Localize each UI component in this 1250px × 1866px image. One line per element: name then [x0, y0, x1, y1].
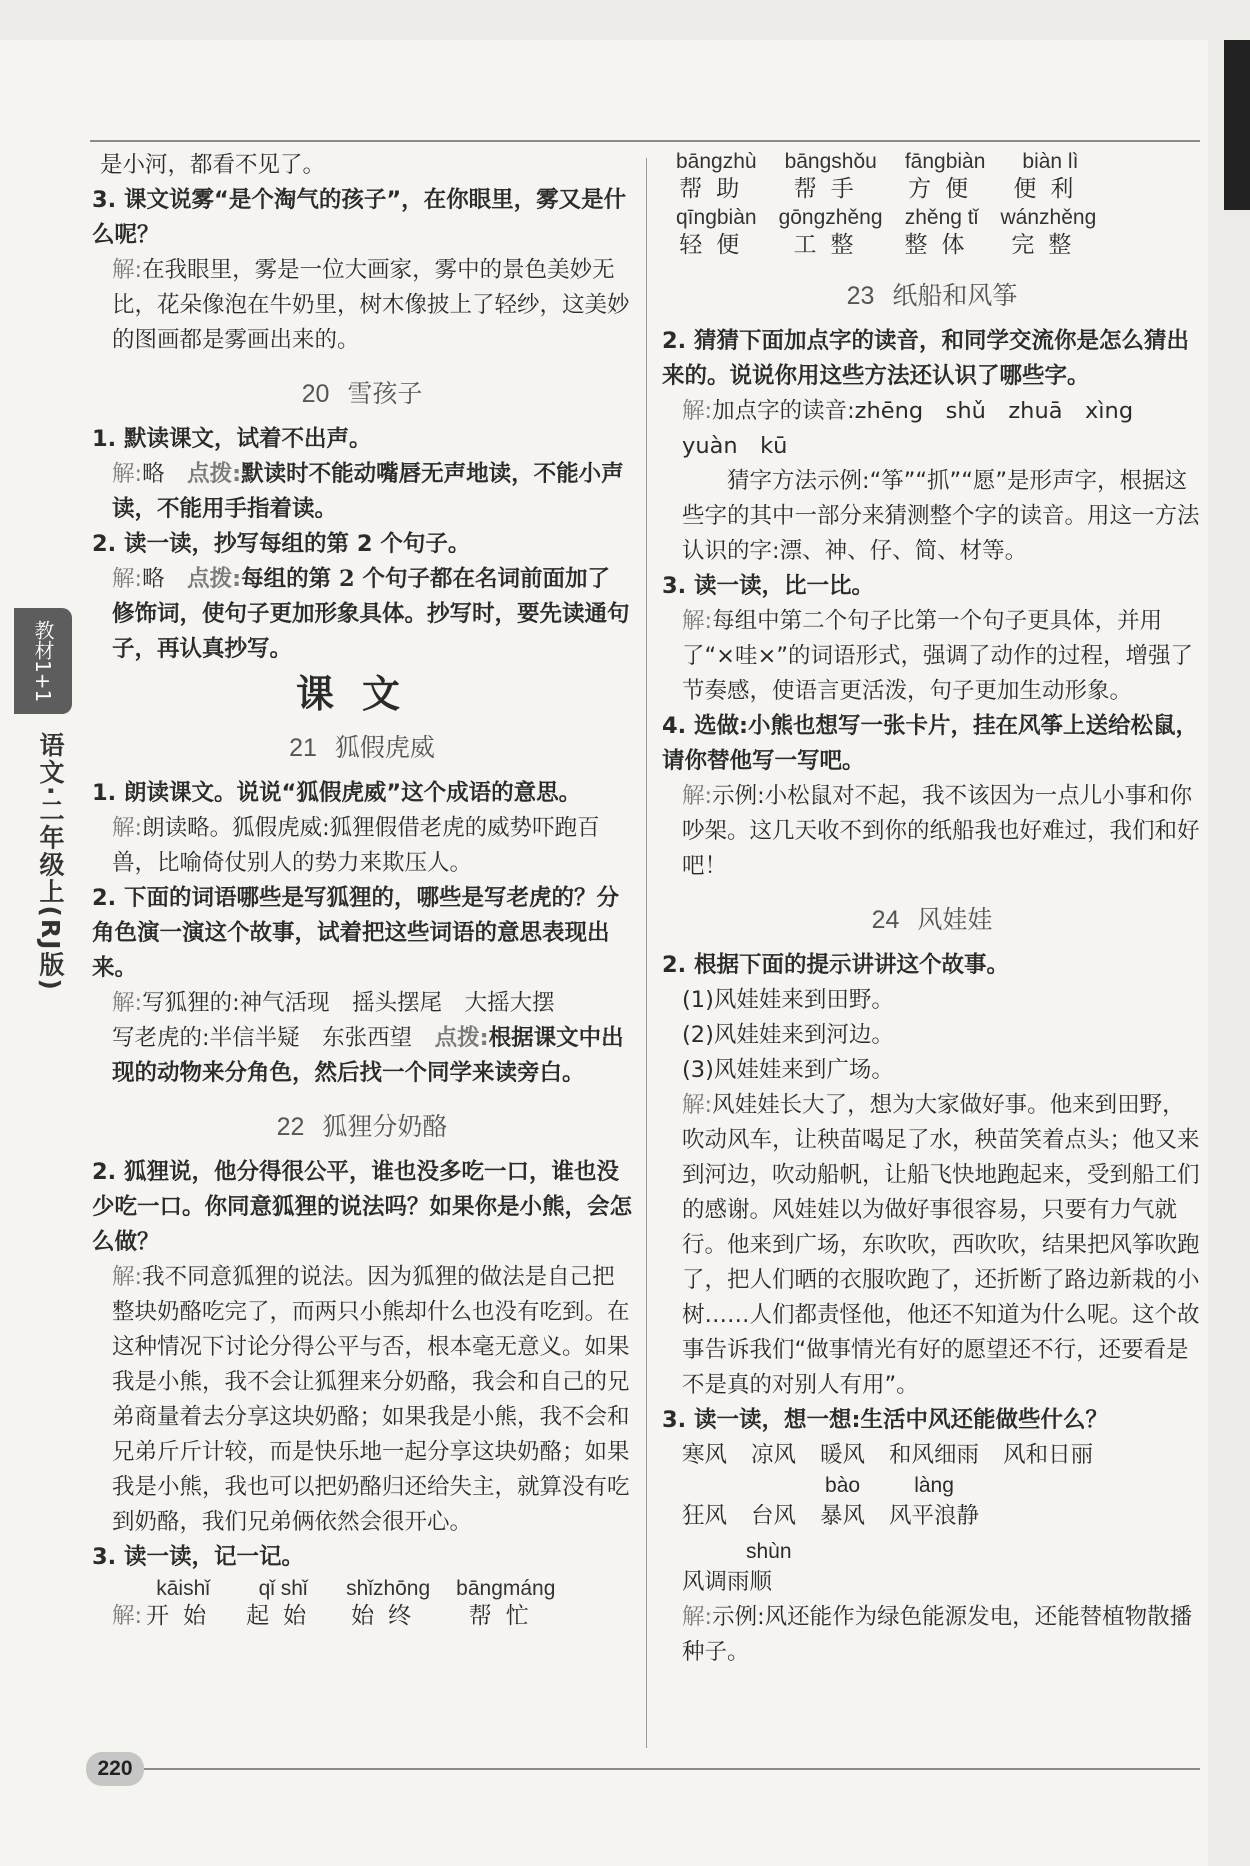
side-tab — [14, 608, 72, 714]
question: 4. 选做:小熊也想写一张卡片，挂在风筝上送给松鼠，请你替他写一写吧。 — [662, 713, 1199, 774]
side-tab-label: 教材1+1 — [31, 619, 55, 703]
answer-text: 朗读略。狐假虎威:狐狸假借老虎的威势吓跑百兽，比喻倚仗别人的势力来欺压人。 — [112, 815, 600, 876]
hanzi: 整体 — [904, 232, 979, 258]
answer-text: 略 — [142, 461, 165, 487]
pinyin-word — [905, 148, 986, 204]
answer-marker: 解: — [112, 1603, 143, 1629]
answer-text: 每组中第二个句子比第一个句子更具体，并用了“×哇×”的词语形式，强调了动作的过程，增强了节奏感，使语言更活泼，句子更加生动形象。 — [682, 608, 1194, 704]
hanzi: 起始 — [246, 1603, 321, 1629]
question: 3. 读一读，记一记。 — [92, 1544, 305, 1570]
pinyin-word — [456, 1575, 555, 1631]
pinyin-word — [146, 1575, 220, 1631]
word: 凉风 — [751, 1442, 797, 1468]
question: 3. 读一读，想一想:生活中风还能做些什么？ — [662, 1407, 1109, 1433]
pinyin: wánzhěng — [1000, 206, 1097, 229]
pinyin-list — [662, 204, 1202, 260]
pinyin-word — [1013, 148, 1087, 204]
word: 暖风 — [820, 1442, 866, 1468]
pinyin-list — [662, 148, 1202, 204]
hanzi: 开始 — [146, 1603, 221, 1629]
left-column — [92, 148, 632, 1631]
section-number: 20 — [301, 380, 330, 408]
answer-text: 写狐狸的:神气活现 摇头摆尾 大摇大摆 — [142, 990, 555, 1016]
pinyin: biàn lì — [1022, 150, 1079, 173]
answer-text: 略 — [142, 566, 165, 592]
pinyin-list — [146, 1575, 555, 1631]
answer — [662, 779, 1202, 884]
pinyin: qǐ shǐ — [258, 1577, 308, 1600]
answer-text: 示例:小松鼠对不起，我不该因为一点儿小事和你吵架。这几天收不到你的纸船我也好难过，我们和好吧！ — [682, 783, 1200, 879]
pinyin: qīngbiàn — [676, 206, 757, 229]
paragraph: 是小河，都看不见了。 — [100, 152, 326, 178]
question: 1. 朗读课文。说说“狐假虎威”这个成语的意思。 — [92, 780, 582, 806]
question: 2. 根据下面的提示讲讲这个故事。 — [662, 952, 1010, 978]
answer-text: 写老虎的:半信半疑 东张西望 — [112, 1025, 413, 1051]
section-title: 风娃娃 — [917, 905, 993, 934]
answer: 猜字方法示例:“筝”“抓”“愿”是形声字，根据这些字的其中一部分来猜测整个字的读音。用这一方法认识的字:漂、神、仔、简、材等。 — [682, 468, 1200, 564]
pinyin: fāngbiàn — [904, 150, 986, 173]
answer — [662, 604, 1202, 709]
pinyin: shǐzhōng — [346, 1577, 431, 1600]
answer-marker: 解: — [682, 783, 713, 809]
section-heading — [92, 1109, 632, 1145]
answer-marker: 解: — [682, 1604, 713, 1630]
answer-marker: 解: — [112, 1264, 143, 1290]
hint-line: (1)风娃娃来到田野。 — [682, 987, 894, 1013]
answer — [92, 562, 632, 667]
hint-text: 根据课文中出现的动物来分角色，然后找一个同学来读旁白。 — [112, 1025, 624, 1086]
hanzi: 帮手 — [793, 176, 868, 202]
answer-marker: 解: — [112, 461, 143, 487]
question: 2. 读一读，抄写每组的第 2 个句子。 — [92, 531, 471, 557]
question: 2. 狐狸说，他分得很公平，谁也没多吃一口，谁也没少吃一口。你同意狐狸的说法吗？如果你是小熊，会怎么做？ — [92, 1159, 633, 1255]
answer-text: 加点字的读音:zhēng shǔ zhuā xìng yuàn kū — [682, 398, 1156, 459]
section-heading — [92, 730, 632, 766]
hanzi: 风调雨顺 — [682, 1569, 773, 1595]
answer — [662, 394, 1202, 464]
section-heading — [662, 902, 1202, 938]
section-title: 纸船和风筝 — [892, 281, 1018, 310]
hanzi: 方便 — [908, 176, 983, 202]
hint-marker: 点拨: — [187, 566, 242, 592]
pinyin-word — [246, 1575, 320, 1631]
pinyin: shùn — [746, 1540, 792, 1563]
pinyin: bāngzhù — [676, 150, 757, 173]
answer — [92, 1260, 632, 1540]
answer — [92, 1021, 632, 1091]
right-column — [662, 148, 1202, 1670]
book-spine-edge — [1224, 40, 1250, 210]
hanzi: 工整 — [793, 232, 868, 258]
section-number: 24 — [871, 906, 900, 934]
section-title: 狐假虎威 — [334, 733, 435, 762]
pinyin: kāishǐ — [156, 1577, 210, 1600]
section-heading — [662, 278, 1202, 314]
bottom-rule — [140, 1768, 1200, 1770]
top-rule — [90, 140, 1200, 142]
hanzi: 风平浪静 — [889, 1503, 980, 1529]
answer-marker: 解: — [112, 990, 143, 1016]
hanzi: 始终 — [351, 1603, 426, 1629]
hanzi: 台风 — [751, 1503, 797, 1529]
answer-text: 风娃娃长大了，想为大家做好事。他来到田野，吹动风车，让秧苗喝足了水，秧苗笑着点头；他又来到河边，吹动船帆，让船飞快地跑起来，受到船工们的感谢。风娃娃以为做好事很容易，只要有力气就行。他来到广场，东吹吹，西吹吹，结果把风筝吹跑了，把人们晒的衣服吹跑了，还折断了路边新栽的小树……人们都责怪他，他还不知道为什么呢。这个故事告诉我们“做事情光有好的愿望还不行，还要看是不是真的对别人有用”。 — [682, 1092, 1200, 1398]
word: 和风细雨 — [889, 1442, 980, 1468]
pinyin: bào — [825, 1474, 861, 1497]
answer-marker: 解: — [682, 398, 713, 424]
pinyin: bāngshǒu — [784, 150, 877, 173]
answer-text: 我不同意狐狸的说法。因为狐狸的做法是自己把整块奶酪吃完了，而两只小熊却什么也没有吃到。在这种情况下讨论分得公平与否，根本毫无意义。如果我是小熊，我不会让狐狸来分奶酪，我会和自己的兄弟商量着去分享这块奶酪；如果我是小熊，我不会和兄弟斤斤计较，而是快乐地一起分享这块奶酪；如果我是小熊，我也可以把奶酪归还给失主，就算没有吃到奶酪，我们兄弟俩依然会很开心。 — [112, 1264, 630, 1535]
unit-heading: 课文 — [295, 672, 428, 716]
hint-text: 每组的第 2 个句子都在名词前面加了修饰词，使句子更加形象具体。抄写时，要先读通句子，再认真抄写。 — [112, 566, 630, 662]
answer-text: 在我眼里，雾是一位大画家，雾中的景色美妙无比，花朵像泡在牛奶里，树木像披上了轻纱，这美妙的图画都是雾画出来的。 — [112, 257, 630, 353]
word: 寒风 — [682, 1442, 728, 1468]
answer-marker: 解: — [112, 815, 143, 841]
word: 风和日丽 — [1003, 1442, 1094, 1468]
section-title: 狐狸分奶酪 — [322, 1112, 448, 1141]
pinyin: zhěng tǐ — [904, 206, 979, 229]
hint-line: (2)风娃娃来到河边。 — [682, 1022, 894, 1048]
hanzi: 轻便 — [679, 232, 754, 258]
page-number: 220 — [86, 1752, 144, 1786]
pinyin-word — [785, 148, 877, 204]
section-number: 21 — [289, 734, 317, 762]
answer — [92, 253, 632, 358]
word-row — [662, 1534, 1202, 1600]
answer-text: 示例:风还能作为绿色能源发电，还能替植物散播种子。 — [682, 1604, 1193, 1665]
answer — [662, 1088, 1202, 1403]
hanzi: 帮忙 — [468, 1603, 543, 1629]
pinyin-word — [905, 204, 979, 260]
question: 1. 默读课文，试着不出声。 — [92, 426, 372, 452]
pinyin: gōngzhěng — [778, 206, 883, 229]
answer-marker: 解: — [112, 566, 143, 592]
question: 2. 下面的词语哪些是写狐狸的，哪些是写老虎的？分角色演一演这个故事，试着把这些词语的意思表现出来。 — [92, 885, 620, 981]
pinyin-word — [676, 204, 757, 260]
pinyin-word — [346, 1575, 430, 1631]
pinyin-word — [682, 1539, 792, 1600]
pinyin-word — [779, 204, 883, 260]
pinyin-word — [1001, 204, 1097, 260]
pinyin-word — [676, 148, 757, 204]
question: 3. 课文说雾“是个淘气的孩子”，在你眼里，雾又是什么呢？ — [92, 187, 627, 248]
pinyin-word — [889, 1473, 979, 1534]
question: 3. 读一读，比一比。 — [662, 573, 875, 599]
hanzi: 便利 — [1013, 176, 1088, 202]
hanzi: 帮助 — [679, 176, 754, 202]
pinyin: làng — [914, 1474, 954, 1497]
section-number: 23 — [846, 282, 875, 310]
question: 2. 猜猜下面加点字的读音，和同学交流你是怎么猜出来的。说说你用这些方法还认识了哪些字。 — [662, 328, 1190, 389]
pinyin-word-row — [92, 1575, 632, 1631]
hanzi: 狂风 — [682, 1503, 728, 1529]
section-number: 22 — [276, 1113, 305, 1141]
answer-marker: 解: — [682, 1092, 713, 1118]
side-book-title: 语文·二年级上(RJ版) — [36, 732, 65, 992]
word-row — [662, 1473, 1202, 1534]
answer-marker: 解: — [112, 257, 143, 283]
answer — [92, 811, 632, 881]
section-title: 雪孩子 — [347, 379, 423, 408]
hint-text: 默读时不能动嘴唇无声地读，不能小声读，不能用手指着读。 — [112, 461, 624, 522]
hint-line: (3)风娃娃来到广场。 — [682, 1057, 894, 1083]
hanzi: 完整 — [1011, 232, 1086, 258]
answer — [92, 986, 632, 1021]
word-row — [662, 1438, 1202, 1473]
answer-marker: 解: — [682, 608, 713, 634]
hanzi: 暴风 — [820, 1503, 866, 1529]
section-heading — [92, 376, 632, 412]
column-divider — [646, 158, 647, 1748]
pinyin-word — [820, 1473, 865, 1534]
pinyin-word — [751, 1473, 796, 1534]
hint-marker: 点拨: — [434, 1025, 489, 1051]
answer — [92, 457, 632, 527]
pinyin: bāngmáng — [456, 1577, 556, 1600]
hint-marker: 点拨: — [187, 461, 242, 487]
pinyin-word — [682, 1473, 727, 1534]
answer — [662, 1600, 1202, 1670]
